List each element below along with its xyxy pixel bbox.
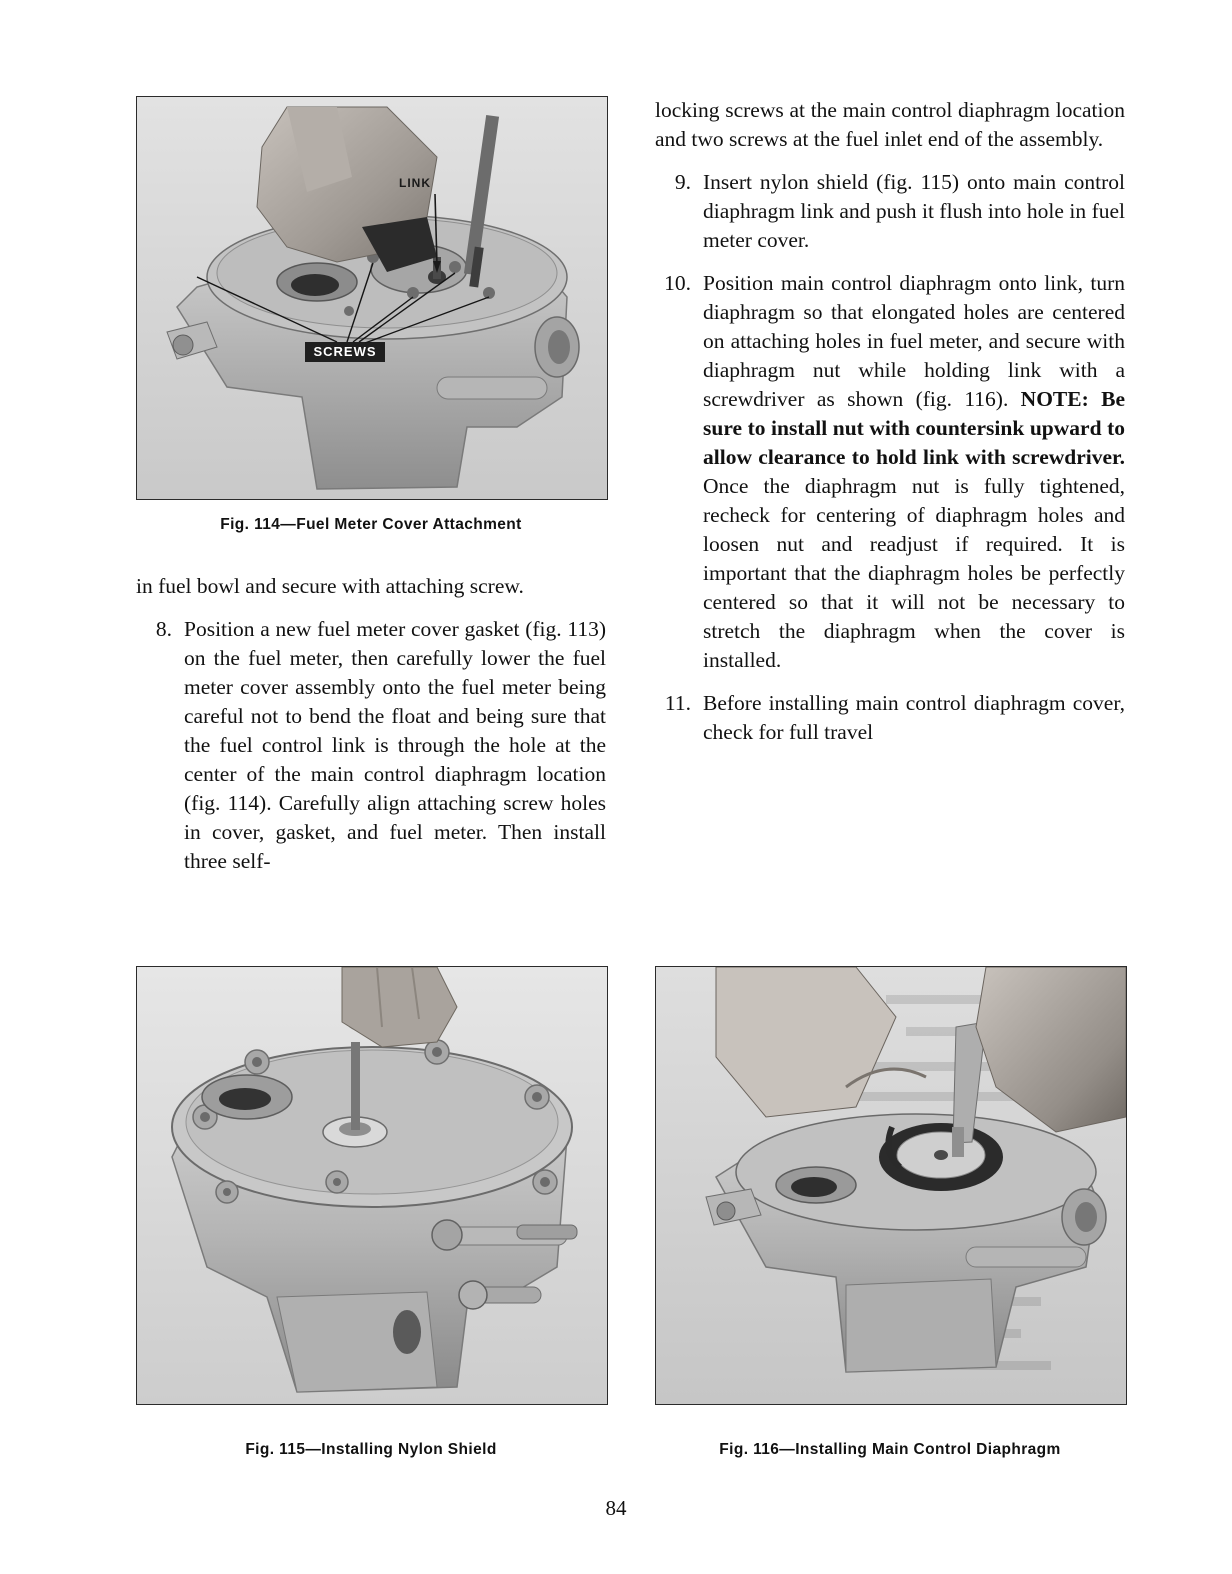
- figure-115-caption: Fig. 115—Installing Nylon Shield: [245, 1441, 497, 1458]
- figure-115-image: [136, 966, 608, 1405]
- list-item-10: [655, 269, 1125, 675]
- list-item-10-note: NOTE: Be sure to install nut with countersink upward to allow clearance to hold link with screwdriver.: [703, 387, 1125, 469]
- figure-116-caption: Fig. 116—Installing Main Control Diaphragm: [719, 1441, 1061, 1458]
- list-item-10-number: 10.: [664, 271, 691, 295]
- fuel-meter-cover-attachment-photo: [137, 97, 607, 499]
- installing-main-control-diaphragm-photo: [656, 967, 1126, 1404]
- list-item-11-number: 11.: [664, 691, 691, 715]
- list-item-11: [655, 689, 1125, 747]
- right-continuation-paragraph: locking screws at the main control diaphragm location and two screws at the fuel inlet end of the assembly.: [655, 98, 1125, 151]
- list-item-11-text: Before installing main control diaphragm cover, check for full travel: [703, 691, 1125, 744]
- list-item-10-text-before-note: Position main control diaphragm onto link, turn diaphragm so that elongated holes are centered on attaching holes in fuel meter, and secure with diaphragm nut while holding link with a screwdriver as shown (fig. 116).: [703, 271, 1125, 411]
- list-item-9-number: 9.: [674, 170, 691, 194]
- right-column: [655, 96, 1125, 747]
- list-item-10-text-after-note: Once the diaphragm nut is fully tightened, recheck for centering of diaphragm holes and loosen nut and readjust if required. It is important that the diaphragm holes be perfectly centered so that it will not be necessary to stretch the diaphragm when the cover is installed.: [703, 474, 1125, 672]
- list-item-9: [655, 168, 1125, 255]
- list-item-10-text: [703, 269, 1125, 675]
- left-column: [136, 96, 606, 876]
- figure-114-link-label: LINK: [399, 176, 431, 190]
- figure-114-screws-label: SCREWS: [313, 344, 377, 359]
- left-continuation-paragraph: in fuel bowl and secure with attaching screw.: [136, 574, 524, 598]
- figure-114-image: [136, 96, 608, 500]
- figure-116-image: [655, 966, 1127, 1405]
- installing-nylon-shield-photo: [137, 967, 607, 1404]
- list-item-8: [136, 615, 606, 876]
- figure-114-caption: Fig. 114—Fuel Meter Cover Attachment: [220, 516, 522, 533]
- list-item-8-number: 8.: [155, 617, 172, 641]
- list-item-9-text: Insert nylon shield (fig. 115) onto main control diaphragm link and push it flush into hole in fuel meter cover.: [703, 170, 1125, 252]
- page-number: 84: [605, 1496, 627, 1520]
- list-item-8-text: Position a new fuel meter cover gasket (fig. 113) on the fuel meter, then carefully lower the fuel meter cover assembly onto the fuel meter being careful not to bend the float and being sure that the fuel control link is through the hole at the center of the main control diaphragm location (fig. 114). Carefully align attaching screw holes in cover, gasket, and fuel meter. Then install three self-: [184, 617, 606, 873]
